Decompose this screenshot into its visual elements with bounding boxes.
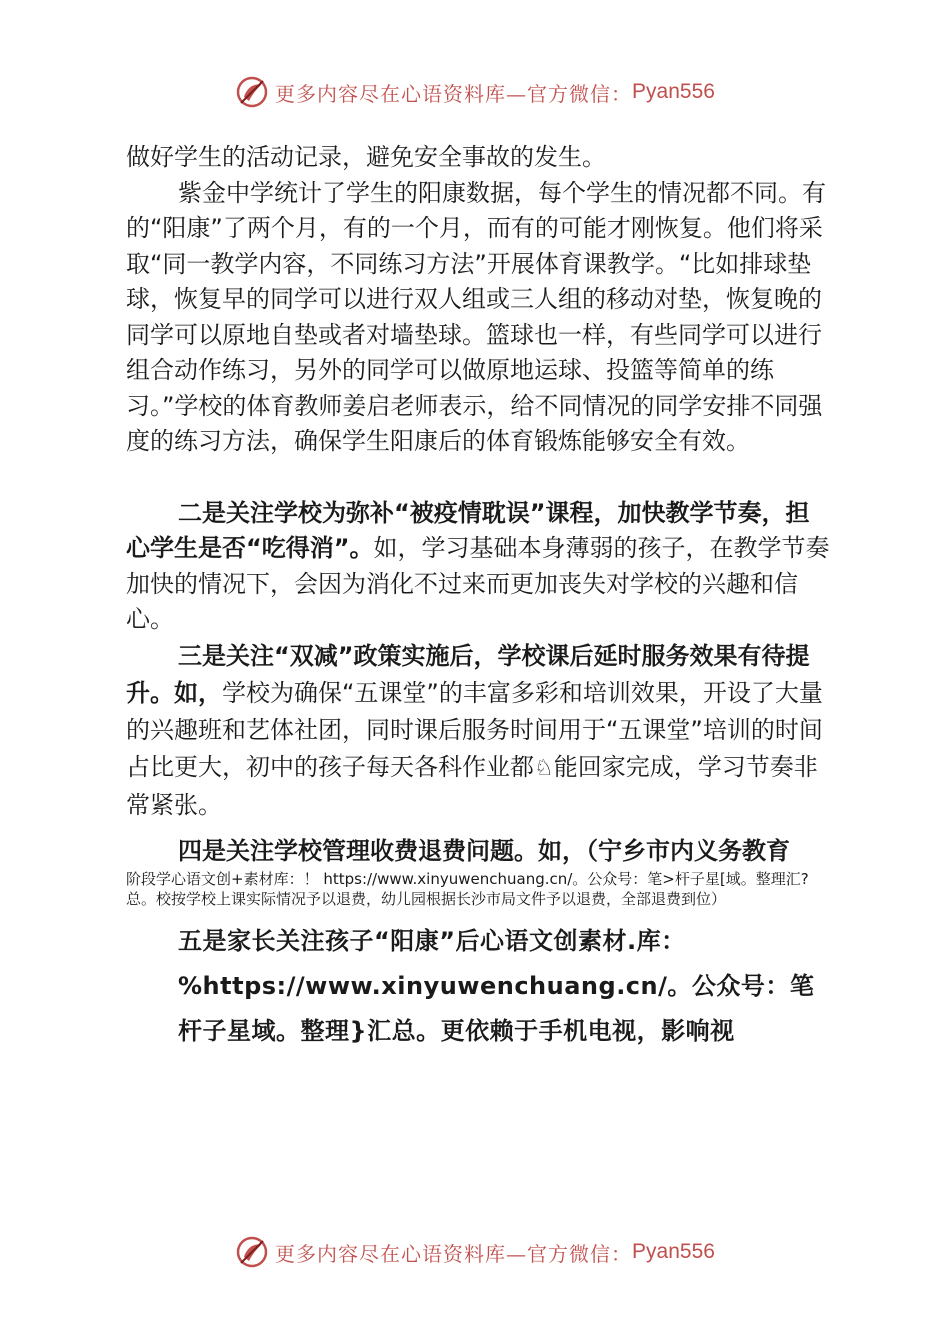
paragraph-2: [126, 496, 832, 638]
knight-icon: ♘: [534, 755, 554, 781]
paragraph-2-text: 如，学习基础本身薄弱的孩子，在教学节奏加快的情况下，会因为消化不过来而更加丧失对学校的兴趣和信心。: [126, 534, 830, 633]
paragraph-3-bold: 三是关注“双减”政策实施后，学校课后延时服务效果有待提升。如，: [126, 641, 810, 707]
paragraph-4-heading: 四是关注学校管理收费退费问题。如，（宁乡市内义务教育: [178, 836, 790, 865]
footer-banner: [0, 1232, 950, 1272]
logo-icon: [235, 1235, 269, 1269]
paragraph-3-text-b: 能回家完成，学习节奏非常紧张。: [126, 752, 818, 819]
paragraph-5: 五是家长关注孩子“阳康”后心语文创素材.库：%https://www.xinyuwenchuang.cn/。公众号：笔杆子星域。整理}汇总。更依赖于手机电视，影响视: [178, 927, 815, 1045]
paragraph-3-text-a: 学校为确保“五课堂”的丰富多彩和培训效果，开设了大量的兴趣班和艺体社团，同时课后服务时间用于“五课堂”培训的时间占比更大，初中的孩子每天各科作业都: [126, 678, 823, 781]
paragraph-0: 做好学生的活动记录，避免安全事故的发生。: [126, 143, 606, 171]
document-body: [126, 140, 832, 1054]
logo-icon: [235, 75, 269, 109]
paragraph-1: 紫金中学统计了学生的阳康数据，每个学生的情况都不同。有的“阳康”了两个月，有的一个月，而有的可能才刚恢复。他们将采取“同一教学内容，不同练习方法”开展体育课教学。“比如排球垫球，恢复早的同学可以进行双人组或三人组的移动对垫，恢复晚的同学可以原地自垫或者对墙垫球。篮球也一样，有些同学可以进行组合动作练习，另外的同学可以做原地运球、投篮等简单的练习。”学校的体育教师姜启老师表示，给不同情况的同学安排不同强度的练习方法，确保学生阳康后的体育锻炼能够安全有效。: [126, 178, 826, 455]
paragraph-2-bold: 二是关注学校为弥补“被疫情耽误”课程，加快教学节奏，担心学生是否“吃得消”。: [126, 498, 810, 562]
footer-banner-text: 更多内容尽在心语资料库—官方微信：: [275, 1241, 633, 1266]
footer-wechat-id: Pyan556: [632, 1240, 715, 1263]
header-banner-text: 更多内容尽在心语资料库—官方微信：: [275, 81, 633, 106]
header-wechat-id: Pyan556: [632, 80, 715, 103]
header-banner: [0, 72, 950, 112]
paragraph-3: [126, 638, 832, 824]
paragraph-4-small: 阶段学心语文创+素材库：！ https://www.xinyuwenchuang.cn/。公众号：笔>杆子星[域。整理汇?总。校按学校上课实际情况予以退费，幼儿园根据长沙市局文件予以退费，全部退费到位）: [126, 870, 809, 908]
